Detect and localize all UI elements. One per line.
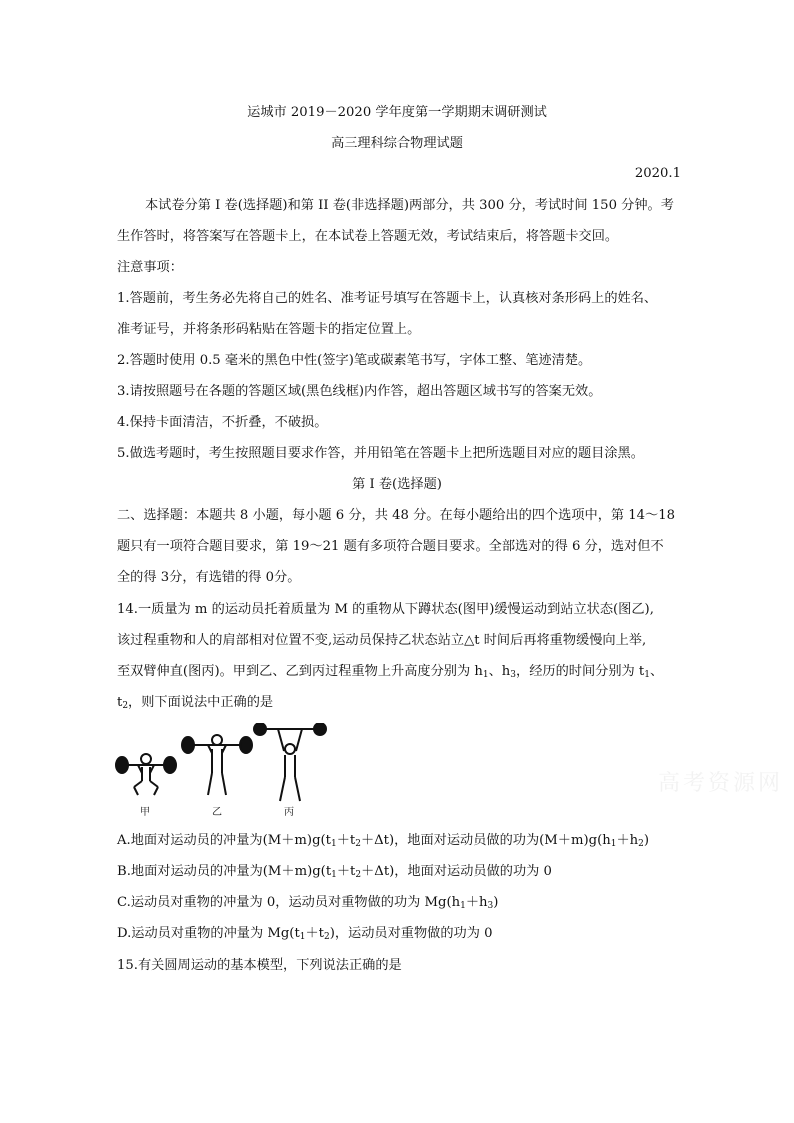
notice-item-4: 4.保持卡面清洁，不折叠，不破损。 xyxy=(117,415,328,430)
q14-line-3: 至双臂伸直(图丙)。甲到乙、乙到丙过程重物上升高度分别为 $h_1$、$h_3$，经历的时间分别为 $t_1$、 xyxy=(117,664,664,680)
q14-line-2: 该过程重物和人的肩部相对位置不变,运动员保持乙状态站立△t 时间后再将重物缓慢向上举, xyxy=(117,633,647,648)
figure-label-jia: 甲 xyxy=(140,807,150,818)
notice-item-1-line-1: 1.答题前，考生务必先将自己的姓名、准考证号填写在答题卡上，认真核对条形码上的姓名、 xyxy=(117,291,658,306)
exam-date: 2020.1 xyxy=(634,166,681,181)
q14-line-4: $t_2$，则下面说法中正确的是 xyxy=(117,695,274,711)
notice-heading: 注意事项： xyxy=(117,260,183,275)
notice-item-1-line-2: 准考证号，并将条形码粘贴在答题卡的指定位置上。 xyxy=(117,322,421,337)
figure-bing xyxy=(254,723,326,801)
notice-item-2: 2.答题时使用 0.5 毫米的黑色中性(签字)笔或碳素笔书写，字体工整、笔迹清楚。 xyxy=(117,353,592,368)
figure-jia xyxy=(116,754,176,795)
exam-subtitle: 高三理科综合物理试题 xyxy=(331,136,463,151)
q15-line-1: 15.有关圆周运动的基本模型，下列说法正确的是 xyxy=(117,958,402,973)
section-instructions-line-3: 全的得 3分，有选错的得 0分。 xyxy=(117,570,301,585)
intro-line-2: 生作答时，将答案写在答题卡上，在本试卷上答题无效，考试结束后，将答题卡交回。 xyxy=(117,229,619,244)
watermark: 高考资源网 xyxy=(658,771,784,796)
figure-label-yi: 乙 xyxy=(212,807,222,818)
section-title: 第 I 卷(选择题) xyxy=(352,477,442,492)
exam-title: 运城市 2019－2020 学年度第一学期期末调研测试 xyxy=(247,105,547,120)
section-instructions-line-2: 题只有一项符合题目要求，第 19～21 题有多项符合题目要求。全部选对的得 6 分，选对但不 xyxy=(117,539,664,554)
figure-yi xyxy=(182,735,252,795)
q14-option-a: A.地面对运动员的冲量为$(M+m)g(t_1+t_2+\Delta t)$，地面对运动员做的功为$(M+m)g(h_1+h_2)$ xyxy=(117,833,650,849)
figure-label-bing: 丙 xyxy=(284,807,294,818)
q14-option-c: C.运动员对重物的冲量为 0，运动员对重物做的功为 $Mg(h_1+h_3)$ xyxy=(117,895,499,911)
q14-line-1: 14.一质量为 m 的运动员托着质量为 M 的重物从下蹲状态(图甲)缓慢运动到站立状态(图乙), xyxy=(117,602,654,617)
section-instructions-line-1: 二、选择题：本题共 8 小题，每小题 6 分，共 48 分。在每小题给出的四个选项中，第 14～18 xyxy=(117,508,676,523)
weightlifter-figure xyxy=(112,723,332,823)
q14-option-d: D.运动员对重物的冲量为 $Mg(t_1+t_2)$，运动员对重物做的功为 0 xyxy=(117,926,493,942)
intro-line-1: 本试卷分第 I 卷(选择题)和第 II 卷(非选择题)两部分，共 300 分，考试时间 150 分钟。考 xyxy=(145,198,674,213)
q14-option-b: B.地面对运动员的冲量为$(M+m)g(t_1+t_2+\Delta t)$，地面对运动员做的功为 0 xyxy=(117,864,552,880)
notice-item-5: 5.做选考题时，考生按照题目要求作答，并用铅笔在答题卡上把所选题目对应的题目涂黑。 xyxy=(117,446,644,461)
notice-item-3: 3.请按照题号在各题的答题区域(黑色线框)内作答，超出答题区域书写的答案无效。 xyxy=(117,384,602,399)
